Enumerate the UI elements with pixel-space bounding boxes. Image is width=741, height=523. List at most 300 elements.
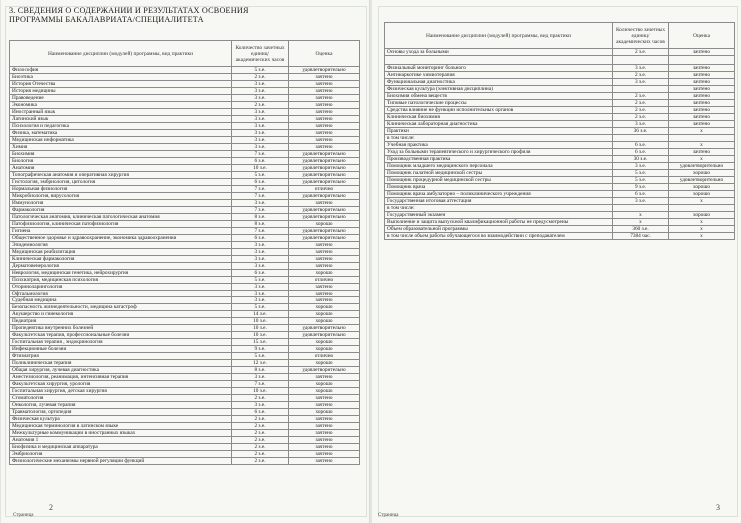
grade-cell: x (669, 127, 735, 134)
grade-cell: удовлетворительно (289, 67, 360, 74)
discipline-cell: Госпитальная хирургия, детская хирургия (10, 388, 232, 395)
table-row (10, 80, 360, 87)
credits-cell: 3 з.е. (232, 94, 289, 101)
page-number: 2 (49, 503, 53, 512)
grade-cell: зачтено (669, 78, 735, 85)
grade-cell: хорошо (669, 211, 735, 218)
credits-cell: 9 з.е. (232, 346, 289, 353)
credits-cell: 8 з.е. (232, 367, 289, 374)
discipline-cell: Анатомия (10, 164, 232, 171)
discipline-cell: Факультетская хирургия, урология (10, 381, 232, 388)
discipline-cell: Эмбриология (10, 451, 232, 458)
table-row (385, 127, 735, 134)
credits-cell: 3 з.е. (232, 297, 289, 304)
grade-cell: зачтено (289, 262, 360, 269)
grade-cell: зачтено (289, 430, 360, 437)
discipline-cell: Помощник врача амбулаторно – поликлинического учреждения (385, 190, 613, 197)
credits-cell: 6 з.е. (232, 178, 289, 185)
table-row (385, 49, 735, 56)
grade-cell: зачтено (289, 73, 360, 80)
credits-cell: 3 з.е. (232, 402, 289, 409)
table-row (10, 248, 360, 255)
grade-cell: зачтено (289, 255, 360, 262)
grade-cell: удовлетворительно (289, 227, 360, 234)
table-row (385, 99, 735, 106)
credits-cell: 2 з.е. (613, 71, 669, 78)
discipline-cell: Производственная практика (385, 155, 613, 162)
table-row (385, 155, 735, 162)
discipline-cell: Фармакология (10, 206, 232, 213)
table-row (10, 388, 360, 395)
discipline-cell: Медицинская терминология в латинском языке (10, 423, 232, 430)
discipline-cell: Гистология, эмбриология, цитология (10, 178, 232, 185)
grade-cell: удовлетворительно (289, 171, 360, 178)
grade-cell: зачтено (289, 108, 360, 115)
discipline-cell: Гигиена (10, 227, 232, 234)
table-row (385, 218, 735, 225)
discipline-cell: Микробиология, вирусология (10, 192, 232, 199)
grade-cell: x (669, 141, 735, 148)
header-credits: Количество зачетных единиц/ академических часов (232, 41, 289, 67)
grade-cell: удовлетворительно (669, 176, 735, 183)
discipline-cell: Иммунология (10, 199, 232, 206)
grade-cell: хорошо (289, 381, 360, 388)
credits-cell: 3 з.е. (613, 64, 669, 71)
credits-cell: 5 з.е. (613, 169, 669, 176)
grade-cell: хорошо (289, 304, 360, 311)
table-row (385, 106, 735, 113)
grade-cell: хорошо (289, 220, 360, 227)
table-row (10, 213, 360, 220)
discipline-cell: Инфекционные болезни (10, 346, 232, 353)
table-row (10, 395, 360, 402)
table-row (385, 162, 735, 169)
table-row (385, 141, 735, 148)
credits-cell: 2 з.е. (232, 395, 289, 402)
grade-cell: удовлетворительно (289, 164, 360, 171)
credits-cell: 3 з.е. (232, 115, 289, 122)
table-row (385, 120, 735, 127)
discipline-cell: Физическая культура (элективная дисциплина) (385, 85, 613, 92)
grade-cell: удовлетворительно (289, 178, 360, 185)
credits-cell: 3 з.е. (613, 120, 669, 127)
grade-cell: зачтено (289, 437, 360, 444)
credits-cell: 7 з.е. (232, 192, 289, 199)
grade-cell: зачтено (289, 374, 360, 381)
credits-cell: 3 з.е. (232, 80, 289, 87)
discipline-cell: Функциональная диагностика (385, 78, 613, 85)
credits-cell: 3 з.е. (232, 199, 289, 206)
table-row (10, 108, 360, 115)
grade-cell: удовлетворительно (289, 325, 360, 332)
credits-cell: 3 з.е. (232, 283, 289, 290)
table-row (385, 225, 735, 232)
credits-cell: 2 з.е. (232, 101, 289, 108)
credits-cell: 3 з.е. (232, 255, 289, 262)
credits-cell: 10 з.е. (232, 332, 289, 339)
table-row (10, 192, 360, 199)
discipline-cell: Средства влияние не функции исполнительных органов (385, 106, 613, 113)
table-row (385, 204, 735, 211)
credits-cell: 3 з.е. (232, 143, 289, 150)
discipline-cell: Биофизика и медицинская аппаратура (10, 444, 232, 451)
grade-cell (669, 204, 735, 211)
discipline-cell: Судебная медицина (10, 297, 232, 304)
discipline-cell: Физиологические механизмы нервной регуляции функций (10, 458, 232, 465)
table-row (10, 374, 360, 381)
grade-cell: хорошо (289, 318, 360, 325)
table-row (10, 234, 360, 241)
table-row (10, 206, 360, 213)
credits-cell: 2 з.е. (232, 430, 289, 437)
grade-cell: удовлетворительно (289, 192, 360, 199)
table-row (10, 318, 360, 325)
discipline-cell: Госпитальная терапия , эндокринология (10, 339, 232, 346)
discipline-cell: Уход за больными терапевтического и хирургического профиля (385, 148, 613, 155)
header-credits: Количество зачетных единиц/ академических часов (613, 23, 669, 49)
table-row (10, 360, 360, 367)
credits-cell: 6 з.е. (613, 148, 669, 155)
table-row (10, 297, 360, 304)
grade-cell: зачтено (289, 94, 360, 101)
discipline-cell: Патологическая анатомия, клиническая патологическая анатомия (10, 213, 232, 220)
table-row (10, 269, 360, 276)
credits-cell: 3 з.е. (232, 129, 289, 136)
credits-cell: 7 з.е. (232, 227, 289, 234)
table-row (385, 183, 735, 190)
credits-cell: 7384 час. (613, 232, 669, 239)
section-title-line2: ПРОГРАММЫ БАКАЛАВРИАТА/СПЕЦИАЛИТЕТА (9, 15, 204, 24)
credits-cell: 5 з.е. (232, 353, 289, 360)
discipline-cell: Травматология, ортопедия (10, 409, 232, 416)
grade-cell: зачтено (669, 106, 735, 113)
grade-cell: зачтено (669, 92, 735, 99)
discipline-cell: Помощник процедурной медицинской сестры (385, 176, 613, 183)
credits-cell: 3 з.е. (232, 262, 289, 269)
discipline-cell: Выполнение и защита выпускной квалификационной работы не предусмотрены (385, 218, 613, 225)
grade-cell: хорошо (289, 269, 360, 276)
header-grade: Оценка (669, 23, 735, 49)
discipline-cell: Помощник палатной медицинской сестры (385, 169, 613, 176)
credits-cell: 7 з.е. (232, 206, 289, 213)
credits-cell: 2 з.е. (232, 73, 289, 80)
grade-cell: зачтено (289, 395, 360, 402)
grade-cell: зачтено (289, 136, 360, 143)
credits-cell: 10 з.е. (232, 164, 289, 171)
credits-cell: 36 з.е. (613, 127, 669, 134)
table-row (385, 85, 735, 92)
left-disciplines-table (9, 40, 360, 465)
credits-cell: 3 з.е. (613, 78, 669, 85)
credits-cell: 2 з.е. (613, 99, 669, 106)
discipline-cell: в том числе: (385, 134, 613, 141)
grade-cell: удовлетворительно (289, 157, 360, 164)
credits-cell: 2 з.е. (232, 437, 289, 444)
table-row (385, 78, 735, 85)
credits-cell: 6 з.е. (232, 157, 289, 164)
table-row (385, 92, 735, 99)
discipline-cell: История медицины (10, 87, 232, 94)
credits-cell: 3 з.е. (232, 108, 289, 115)
discipline-cell: Офтальмология (10, 290, 232, 297)
credits-cell: 5 з.е. (232, 304, 289, 311)
table-row (10, 311, 360, 318)
discipline-cell: Клиническая лабораторная диагностика (385, 120, 613, 127)
credits-cell: 2 з.е. (613, 106, 669, 113)
grade-cell: зачтено (669, 71, 735, 78)
table-row (385, 190, 735, 197)
discipline-cell: Биоэтика (10, 73, 232, 80)
discipline-cell: Биология (10, 157, 232, 164)
table-row (10, 73, 360, 80)
table-row (10, 115, 360, 122)
table-row (385, 71, 735, 78)
grade-cell: отлично (289, 353, 360, 360)
grade-cell: зачтено (289, 458, 360, 465)
grade-cell: зачтено (289, 451, 360, 458)
discipline-cell: Биохимия обмена веществ (385, 92, 613, 99)
table-row (10, 94, 360, 101)
table-row (10, 143, 360, 150)
table-row (10, 353, 360, 360)
discipline-cell: Общая хирургия, лучевая диагностика (10, 367, 232, 374)
table-row (10, 304, 360, 311)
discipline-cell: История Отечества (10, 80, 232, 87)
table-row (10, 346, 360, 353)
table-row (10, 255, 360, 262)
discipline-cell: в том числе: (385, 204, 613, 211)
spacer-cell (613, 55, 669, 64)
credits-cell: 6 з.е. (613, 190, 669, 197)
grade-cell: отлично (289, 276, 360, 283)
grade-cell: зачтено (669, 49, 735, 56)
table-row (10, 381, 360, 388)
credits-cell: 7 з.е. (232, 381, 289, 388)
discipline-cell: Физика, математика (10, 129, 232, 136)
right-disciplines-table (384, 22, 735, 240)
spacer-cell (385, 55, 613, 64)
grade-cell: зачтено (669, 113, 735, 120)
discipline-cell: Онкология, лучевая терапия (10, 402, 232, 409)
credits-cell: 2 з.е. (613, 113, 669, 120)
page-footer-label: Страница (378, 513, 399, 518)
section-title-line1: 3. СВЕДЕНИЯ О СОДЕРЖАНИИ И РЕЗУЛЬТАТАХ ОСВОЕНИЯ (9, 6, 249, 15)
credits-cell: 6 з.е. (232, 269, 289, 276)
table-row (10, 409, 360, 416)
grade-cell: зачтено (289, 290, 360, 297)
credits-cell: 2 з.е. (232, 444, 289, 451)
discipline-cell: в том числе объем работы обучающегося во взаимодействии с преподавателем (385, 232, 613, 239)
credits-cell: x (613, 211, 669, 218)
table-row (385, 148, 735, 155)
credits-cell: 10 з.е. (232, 325, 289, 332)
grade-cell: зачтено (289, 129, 360, 136)
discipline-cell: Оториноларингология (10, 283, 232, 290)
discipline-cell: Психиатрия, медицинская психология (10, 276, 232, 283)
table-row (385, 134, 735, 141)
table-row (10, 325, 360, 332)
credits-cell: 3 з.е. (613, 162, 669, 169)
grade-cell: удовлетворительно (289, 206, 360, 213)
discipline-cell: Медицинская информатика (10, 136, 232, 143)
discipline-cell: Антинаркотике химиотерапия (385, 71, 613, 78)
table-row (10, 199, 360, 206)
credits-cell: 15 з.е. (232, 339, 289, 346)
grade-cell: удовлетворительно (289, 367, 360, 374)
credits-cell: 8 з.е. (232, 220, 289, 227)
grade-cell: зачтено (289, 101, 360, 108)
credits-cell: 3 з.е. (232, 248, 289, 255)
discipline-cell: Государственный экзамен (385, 211, 613, 218)
credits-cell: 6 з.е. (613, 141, 669, 148)
credits-cell: 10 з.е. (232, 318, 289, 325)
credits-cell: 2 з.е. (613, 92, 669, 99)
credits-cell: 7 з.е. (232, 150, 289, 157)
credits-cell (613, 134, 669, 141)
grade-cell: удовлетворительно (289, 150, 360, 157)
discipline-cell: Стоматология (10, 395, 232, 402)
table-row (10, 164, 360, 171)
table-row (385, 197, 735, 204)
credits-cell: 3 з.е. (232, 87, 289, 94)
discipline-cell: Медицинская реабилитация (10, 248, 232, 255)
table-row (385, 176, 735, 183)
grade-cell: отлично (289, 185, 360, 192)
grade-cell: удовлетворительно (289, 234, 360, 241)
grade-cell: зачтено (289, 199, 360, 206)
grade-cell: зачтено (669, 120, 735, 127)
grade-cell (669, 134, 735, 141)
table-row (10, 101, 360, 108)
spacer-row (385, 55, 735, 64)
table-row (10, 220, 360, 227)
credits-cell: 3 з.е. (232, 241, 289, 248)
credits-cell: 3 з.е. (232, 374, 289, 381)
table-row (10, 185, 360, 192)
table-row (10, 283, 360, 290)
table-row (10, 402, 360, 409)
discipline-cell: Учебная практика (385, 141, 613, 148)
table-row (10, 423, 360, 430)
credits-cell: 360 з.е. (613, 225, 669, 232)
table-row (10, 290, 360, 297)
discipline-cell: Безопасность жизнедеятельности, медицина катастроф (10, 304, 232, 311)
grade-cell: хорошо (289, 311, 360, 318)
table-row (385, 64, 735, 71)
grade-cell: x (669, 218, 735, 225)
discipline-cell: Межкультурные коммуникации в иностранных языках (10, 430, 232, 437)
credits-cell: 5 з.е. (232, 171, 289, 178)
credits-cell: 7 з.е. (232, 185, 289, 192)
table-row (10, 227, 360, 234)
left-table-body (10, 67, 360, 465)
credits-cell: 3 з.е. (232, 136, 289, 143)
credits-cell: 6 з.е. (232, 234, 289, 241)
discipline-cell: Латинский язык (10, 115, 232, 122)
grade-cell: удовлетворительно (289, 332, 360, 339)
credits-cell: 2 з.е. (232, 423, 289, 430)
grade-cell: зачтено (289, 423, 360, 430)
discipline-cell: Помощник врача (385, 183, 613, 190)
table-row (10, 437, 360, 444)
credits-cell: 2 з.е. (613, 49, 669, 56)
table-row (10, 416, 360, 423)
table-row (10, 150, 360, 157)
table-row (10, 451, 360, 458)
grade-cell: зачтено (289, 416, 360, 423)
discipline-cell: Фтизиатрия (10, 353, 232, 360)
discipline-cell: Основы ухода за больными (385, 49, 613, 56)
discipline-cell: Поликлиническая терапия (10, 360, 232, 367)
grade-cell: зачтено (669, 148, 735, 155)
grade-cell: хорошо (289, 346, 360, 353)
credits-cell: 3 з.е. (232, 122, 289, 129)
grade-cell: зачтено (289, 297, 360, 304)
discipline-cell: Физическая культура (10, 416, 232, 423)
grade-cell: хорошо (289, 360, 360, 367)
discipline-cell: Факультетская терапия, профессиональные болезни (10, 332, 232, 339)
table-row (10, 157, 360, 164)
discipline-cell: Акушерство и гинекология (10, 311, 232, 318)
table-row (10, 458, 360, 465)
credits-cell: 2 з.е. (232, 458, 289, 465)
table-row (385, 211, 735, 218)
table-row (385, 232, 735, 239)
credits-cell: 10 з.е. (232, 388, 289, 395)
table-row (10, 87, 360, 94)
table-row (10, 430, 360, 437)
discipline-cell: Помощник младшего медицинского персонала (385, 162, 613, 169)
table-row (10, 171, 360, 178)
credits-cell: 5 з.е. (613, 176, 669, 183)
grade-cell: зачтено (289, 122, 360, 129)
grade-cell: зачтено (669, 64, 735, 71)
grade-cell: зачтено (289, 115, 360, 122)
discipline-cell: Клиническая фармакология (10, 255, 232, 262)
header-discipline: Наименование дисциплин (модулей) программы, вид практики (10, 41, 232, 67)
grade-cell: удовлетворительно (669, 162, 735, 169)
discipline-cell: Психология и педагогика (10, 122, 232, 129)
discipline-cell: Физиальный мониторинг больного (385, 64, 613, 71)
grade-cell: хорошо (289, 409, 360, 416)
grade-cell: x (669, 225, 735, 232)
credits-cell: 8 з.е. (232, 213, 289, 220)
table-row (385, 113, 735, 120)
page-footer-label: Страница (13, 513, 34, 518)
grade-cell: зачтено (289, 80, 360, 87)
discipline-cell: Анатомия 1 (10, 437, 232, 444)
credits-cell (613, 204, 669, 211)
table-row (10, 129, 360, 136)
grade-cell: удовлетворительно (289, 213, 360, 220)
grade-cell: хорошо (289, 388, 360, 395)
discipline-cell: Неврология, медицинская генетика, нейрохирургия (10, 269, 232, 276)
credits-cell: 3 з.е. (232, 290, 289, 297)
credits-cell (613, 85, 669, 92)
table-row (10, 136, 360, 143)
discipline-cell: Нормальная физиология (10, 185, 232, 192)
grade-cell: зачтено (669, 99, 735, 106)
grade-cell: зачтено (289, 248, 360, 255)
credits-cell: 2 з.е. (232, 416, 289, 423)
credits-cell: 12 з.е. (232, 360, 289, 367)
grade-cell: хорошо (289, 339, 360, 346)
credits-cell: 3 з.е. (613, 197, 669, 204)
grade-cell: зачтено (289, 241, 360, 248)
right-table-body (385, 49, 735, 240)
credits-cell: 14 з.е. (232, 311, 289, 318)
table-row (10, 122, 360, 129)
